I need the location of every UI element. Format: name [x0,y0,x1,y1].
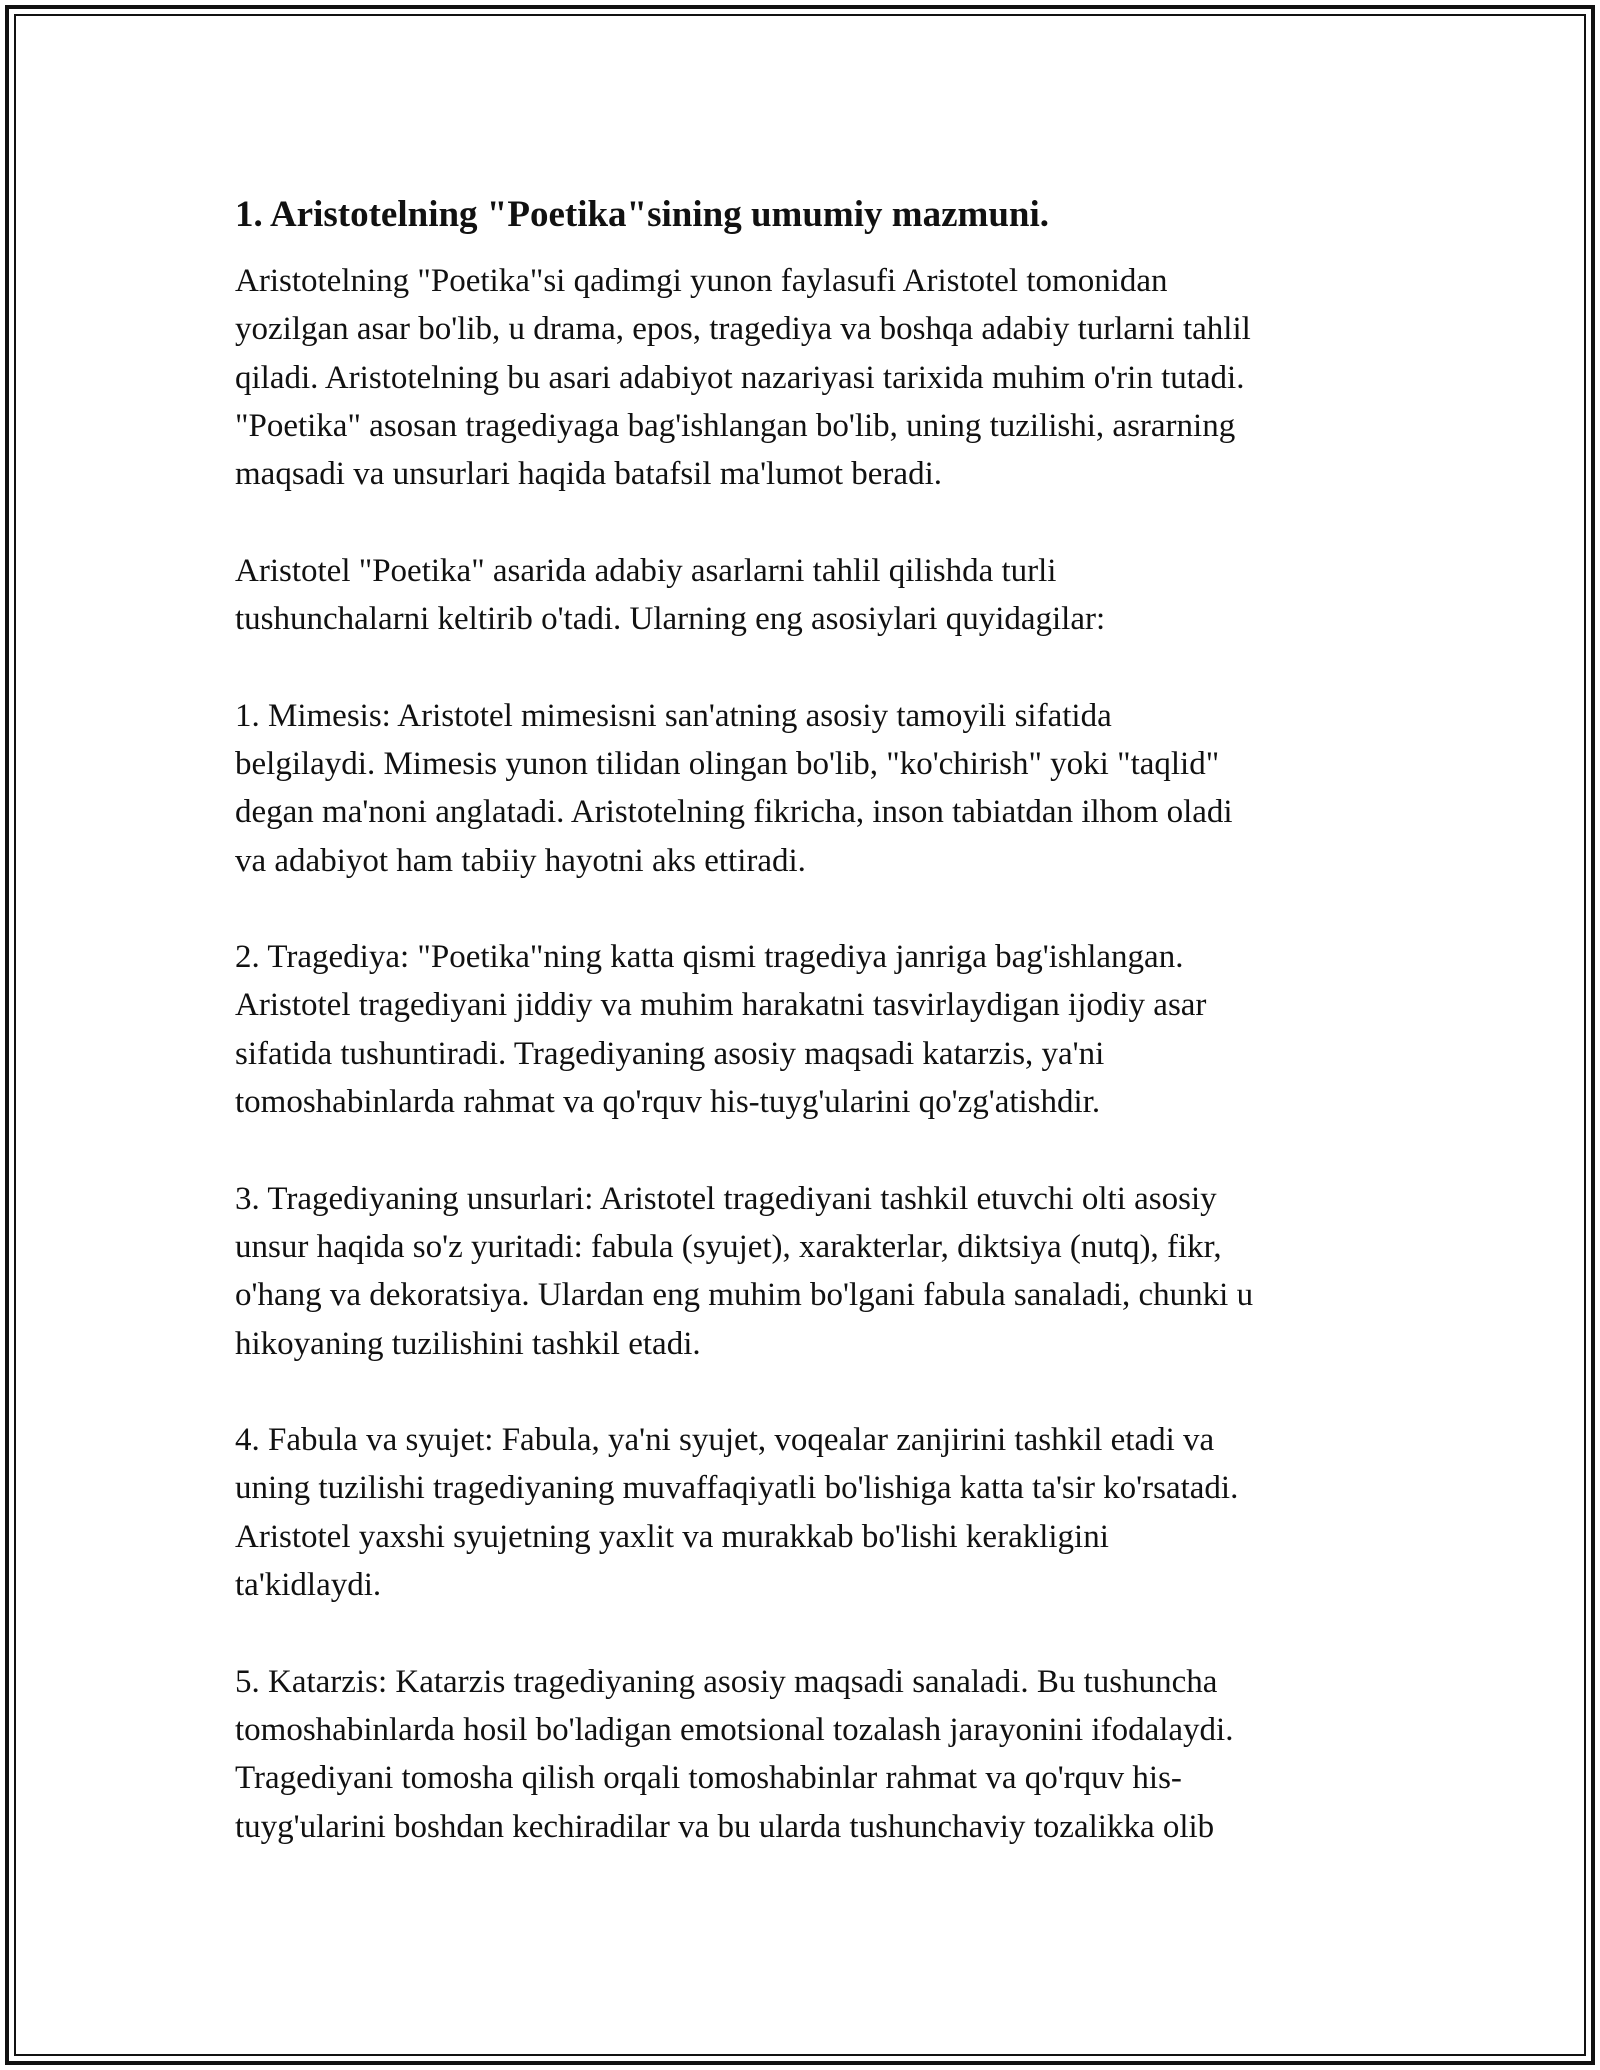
paragraph [235,933,1375,1126]
text-line: Tragediyani tomosha qilish orqali tomoshabinlar rahmat va qo'rquv his- [235,1760,1182,1797]
text-line: tushunchalarni keltirib o'tadi. Ularning eng asosiylari quyidagilar: [235,601,1106,638]
text-line: ta'kidlaydi. [235,1567,382,1604]
section-heading: 1. Aristotelning "Poetika"sining umumiy mazmuni. [235,194,1050,235]
paragraph-list [235,257,1375,1851]
text-line: Aristotel tragediyani jiddiy va muhim harakatni tasvirlaydigan ijodiy asar [235,987,1207,1024]
text-line: Aristotel yaxshi syujetning yaxlit va murakkab bo'lishi kerakligini [235,1518,1109,1555]
text-line: unsur haqida so'z yuritadi: fabula (syujet), xarakterlar, diktsiya (nutq), fikr, [235,1228,1222,1265]
text-line: tuyg'ularini boshdan kechiradilar va bu ularda tushunchaviy tozalikka olib [235,1808,1215,1845]
text-line: belgilaydi. Mimesis yunon tilidan olingan bo'lib, "ko'chirish" yoki "taqlid" [235,745,1220,782]
text-line: "Poetika" asosan tragediyaga bag'ishlangan bo'lib, uning tuzilishi, asrarning [235,407,1236,444]
paragraph [235,692,1375,885]
text-line: 3. Tragediyaning unsurlari: Aristotel tragediyani tashkil etuvchi olti asosiy [235,1180,1217,1217]
text-line: yozilgan asar bo'lib, u drama, epos, tragediya va boshqa adabiy turlarni tahlil [235,311,1251,348]
paragraph [235,1416,1375,1609]
text-line: va adabiyot ham tabiiy hayotni aks ettiradi. [235,842,806,879]
paragraph [235,1175,1375,1368]
text-line: Aristotelning "Poetika"si qadimgi yunon faylasufi Aristotel tomonidan [235,263,1168,299]
text-line: maqsadi va unsurlari haqida batafsil ma'lumot beradi. [235,456,942,493]
paragraph [235,547,1375,644]
text-line: tomoshabinlarda hosil bo'ladigan emotsional tozalash jarayonini ifodalaydi. [235,1711,1234,1748]
text-line: 5. Katarzis: Katarzis tragediyaning asosiy maqsadi sanaladi. Bu tushuncha [235,1663,1218,1700]
text-line: 2. Tragediya: "Poetika"ning katta qismi tragediya janriga bag'ishlangan. [235,939,1184,976]
text-line: Aristotel "Poetika" asarida adabiy asarlarni tahlil qilishda turli [235,552,1057,589]
text-line: tomoshabinlarda rahmat va qo'rquv his-tuyg'ularini qo'zg'atishdir. [235,1084,1101,1121]
text-line: sifatida tushuntiradi. Tragediyaning asosiy maqsadi katarzis, ya'ni [235,1035,1105,1072]
document-body [235,186,1375,1851]
paragraph [235,1658,1375,1851]
text-line: 4. Fabula va syujet: Fabula, ya'ni syujet, voqealar zanjirini tashkil etadi va [235,1422,1215,1459]
text-line: hikoyaning tuzilishini tashkil etadi. [235,1325,701,1362]
text-line: degan ma'noni anglatadi. Aristotelning fikricha, inson tabiatdan ilhom oladi [235,794,1233,831]
text-line: uning tuzilishi tragediyaning muvaffaqiyatli bo'lishiga katta ta'sir ko'rsatadi. [235,1470,1239,1507]
paragraph [235,257,1375,498]
text-line: qiladi. Aristotelning bu asari adabiyot nazariyasi tarixida muhim o'rin tutadi. [235,359,1245,396]
text-line: 1. Mimesis: Aristotel mimesisni san'atning asosiy tamoyili sifatida [235,697,1112,734]
text-line: o'hang va dekoratsiya. Ulardan eng muhim bo'lgani fabula sanaladi, chunki u [235,1277,1254,1314]
